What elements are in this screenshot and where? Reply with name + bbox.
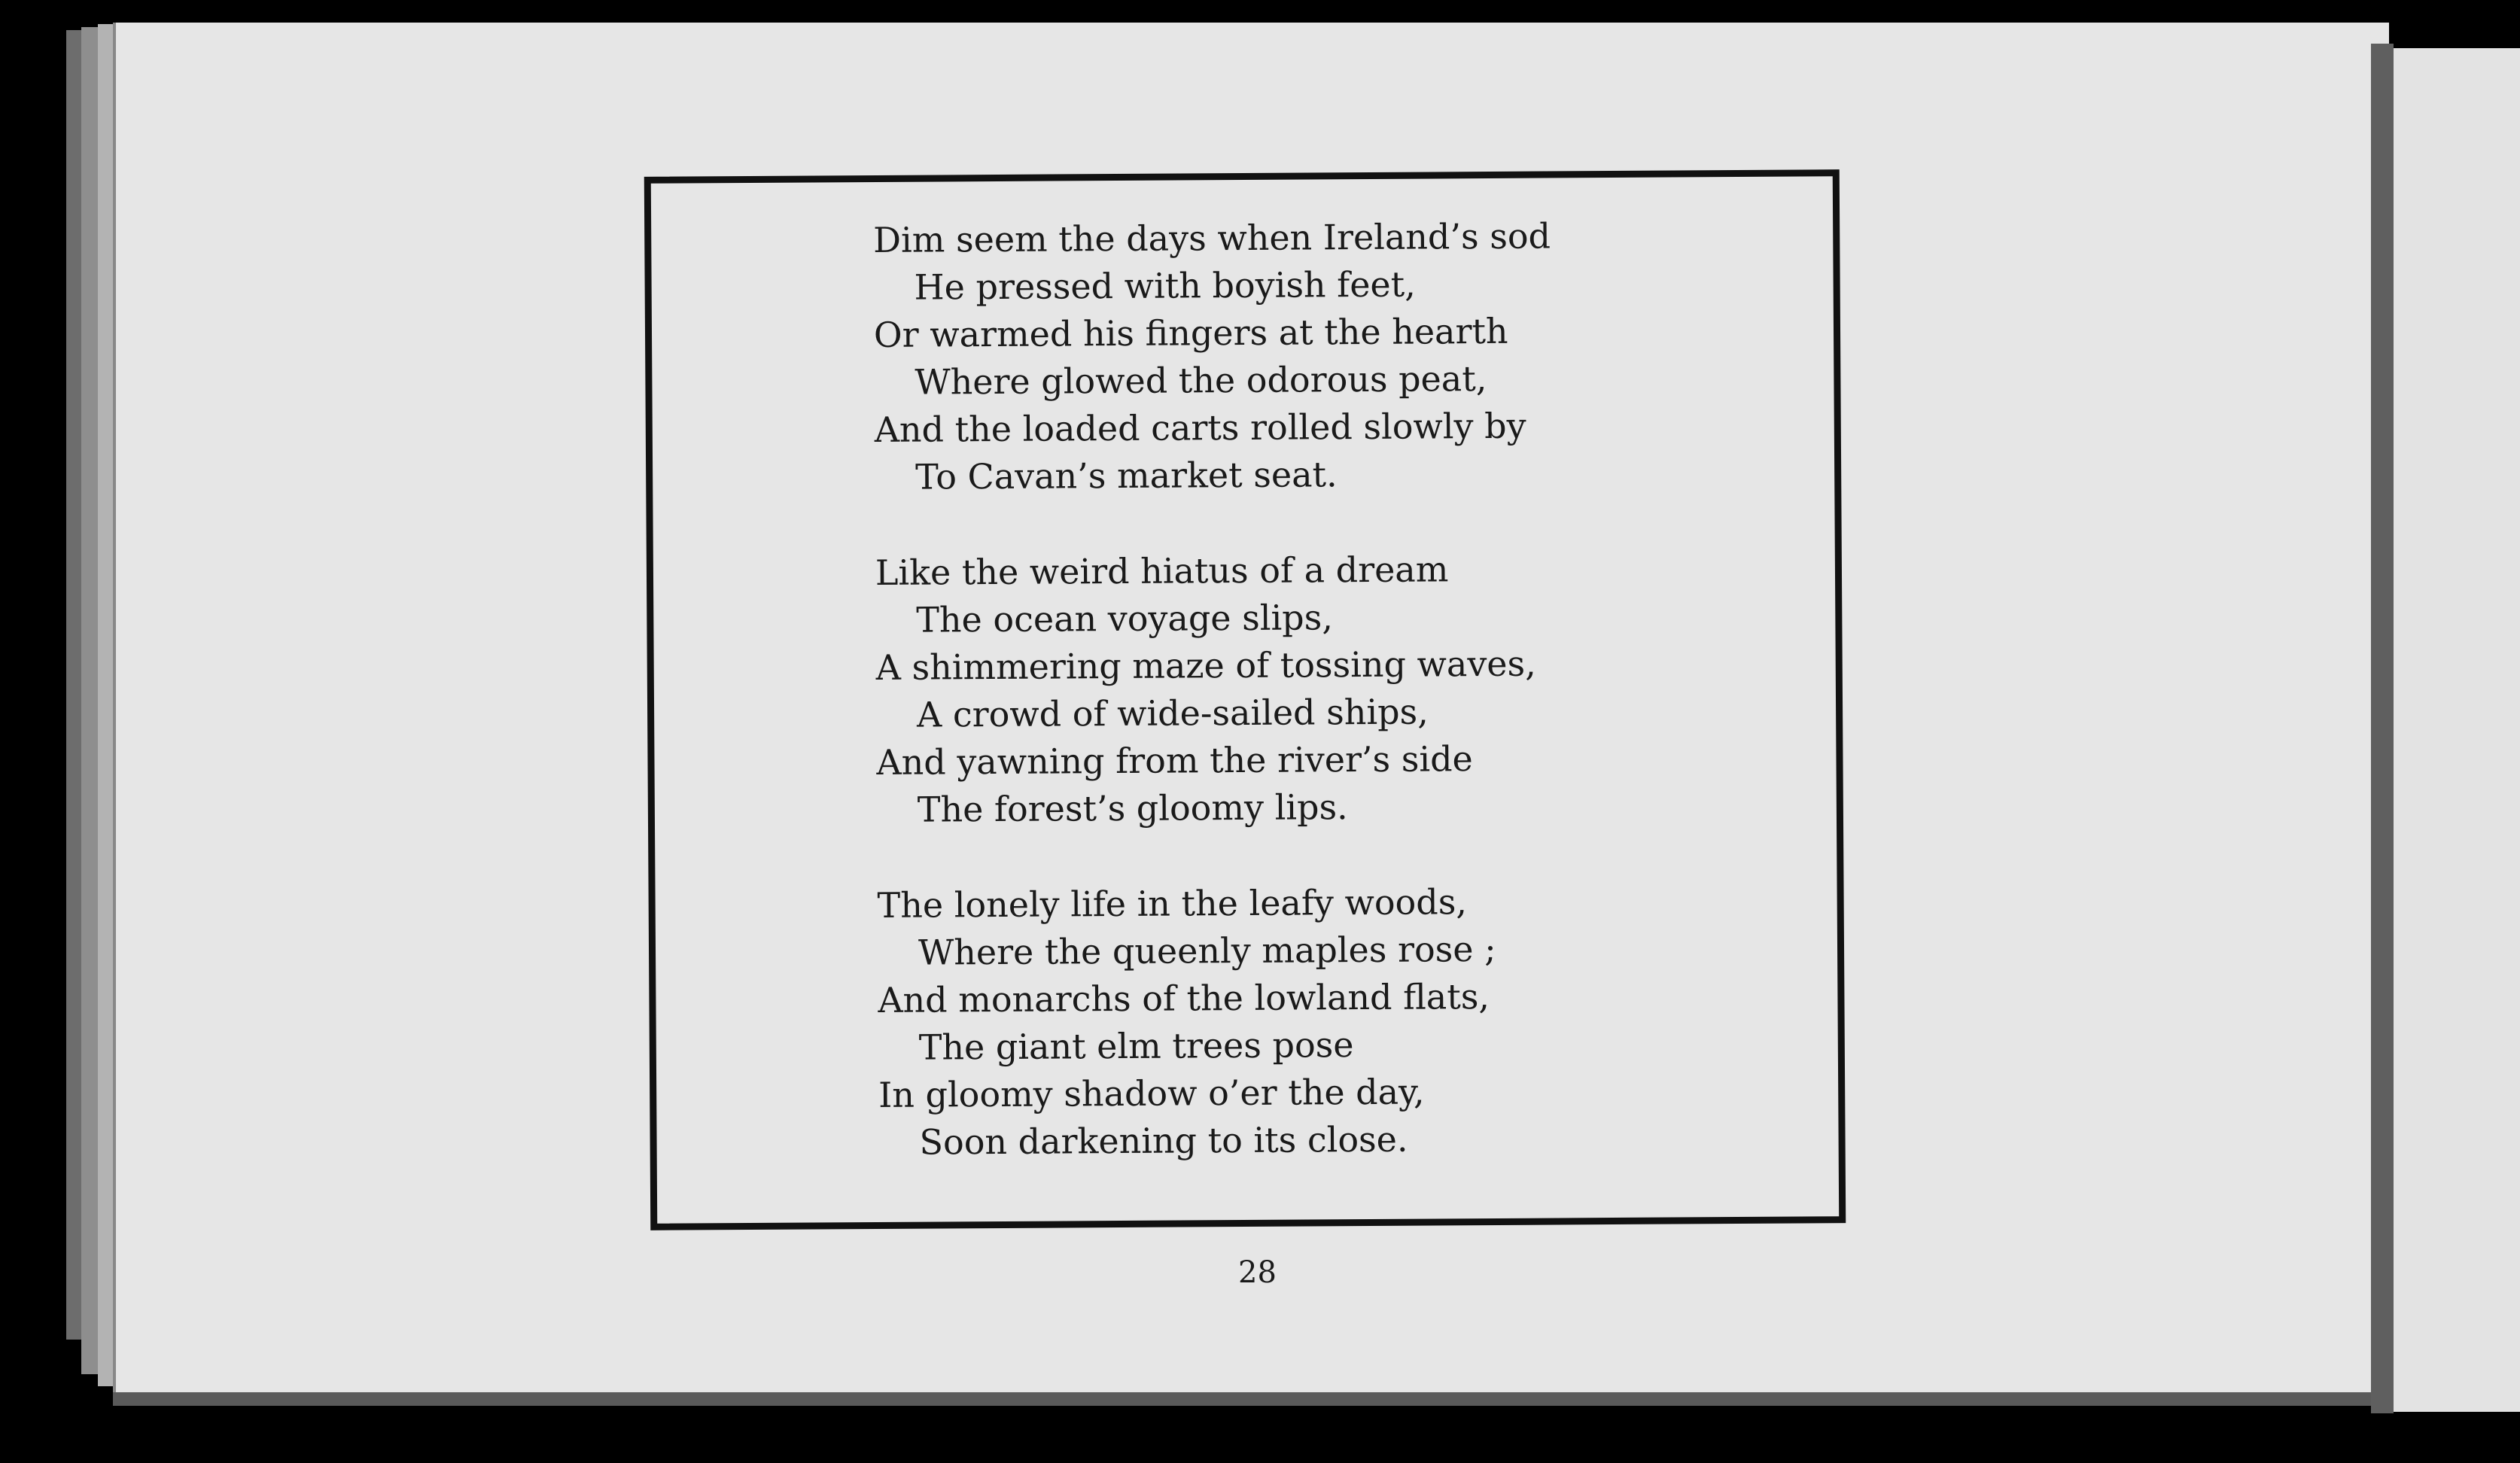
poem-line: The forest’s gloomy lips. xyxy=(917,786,1348,830)
poem-line: He pressed with boyish feet, xyxy=(914,263,1416,308)
poem-line: The giant elm trees pose xyxy=(918,1024,1354,1068)
poem-line: Where glowed the odorous peat, xyxy=(915,358,1487,403)
facing-page xyxy=(2394,48,2520,1412)
poem-line: A crowd of wide-sailed ships, xyxy=(916,691,1429,735)
page-edge xyxy=(81,27,98,1374)
poem-line: The lonely life in the leafy woods, xyxy=(877,881,1468,926)
page-bottom-shadow xyxy=(113,1392,2386,1406)
poem-line: Or warmed his fingers at the hearth xyxy=(873,310,1508,355)
page-edge xyxy=(66,30,81,1340)
poem-line: And monarchs of the lowland flats, xyxy=(878,976,1490,1020)
poem-line: Where the queenly maples rose ; xyxy=(918,928,1496,973)
book-gutter xyxy=(2371,44,2394,1413)
poem-line: Soon darkening to its close. xyxy=(919,1118,1408,1163)
poem-line: A shimmering maze of tossing waves, xyxy=(875,643,1536,688)
stanza-1 xyxy=(873,213,1552,501)
poem-text xyxy=(873,213,1557,1166)
poem-line: Dim seem the days when Ireland’s sod xyxy=(873,215,1551,260)
stanza-3 xyxy=(877,877,1556,1166)
poem-line: The ocean voyage slips, xyxy=(916,597,1334,640)
poem-line: Like the weird hiatus of a dream xyxy=(875,549,1449,593)
poem-line: And the loaded carts rolled slowly by xyxy=(874,405,1526,450)
poem-line: In gloomy shadow o’er the day, xyxy=(878,1071,1425,1115)
page-number: 28 xyxy=(1238,1255,1277,1290)
poem-line: To Cavan’s market seat. xyxy=(915,454,1338,497)
poem-line: And yawning from the river’s side xyxy=(876,738,1473,783)
stanza-2 xyxy=(875,545,1554,833)
